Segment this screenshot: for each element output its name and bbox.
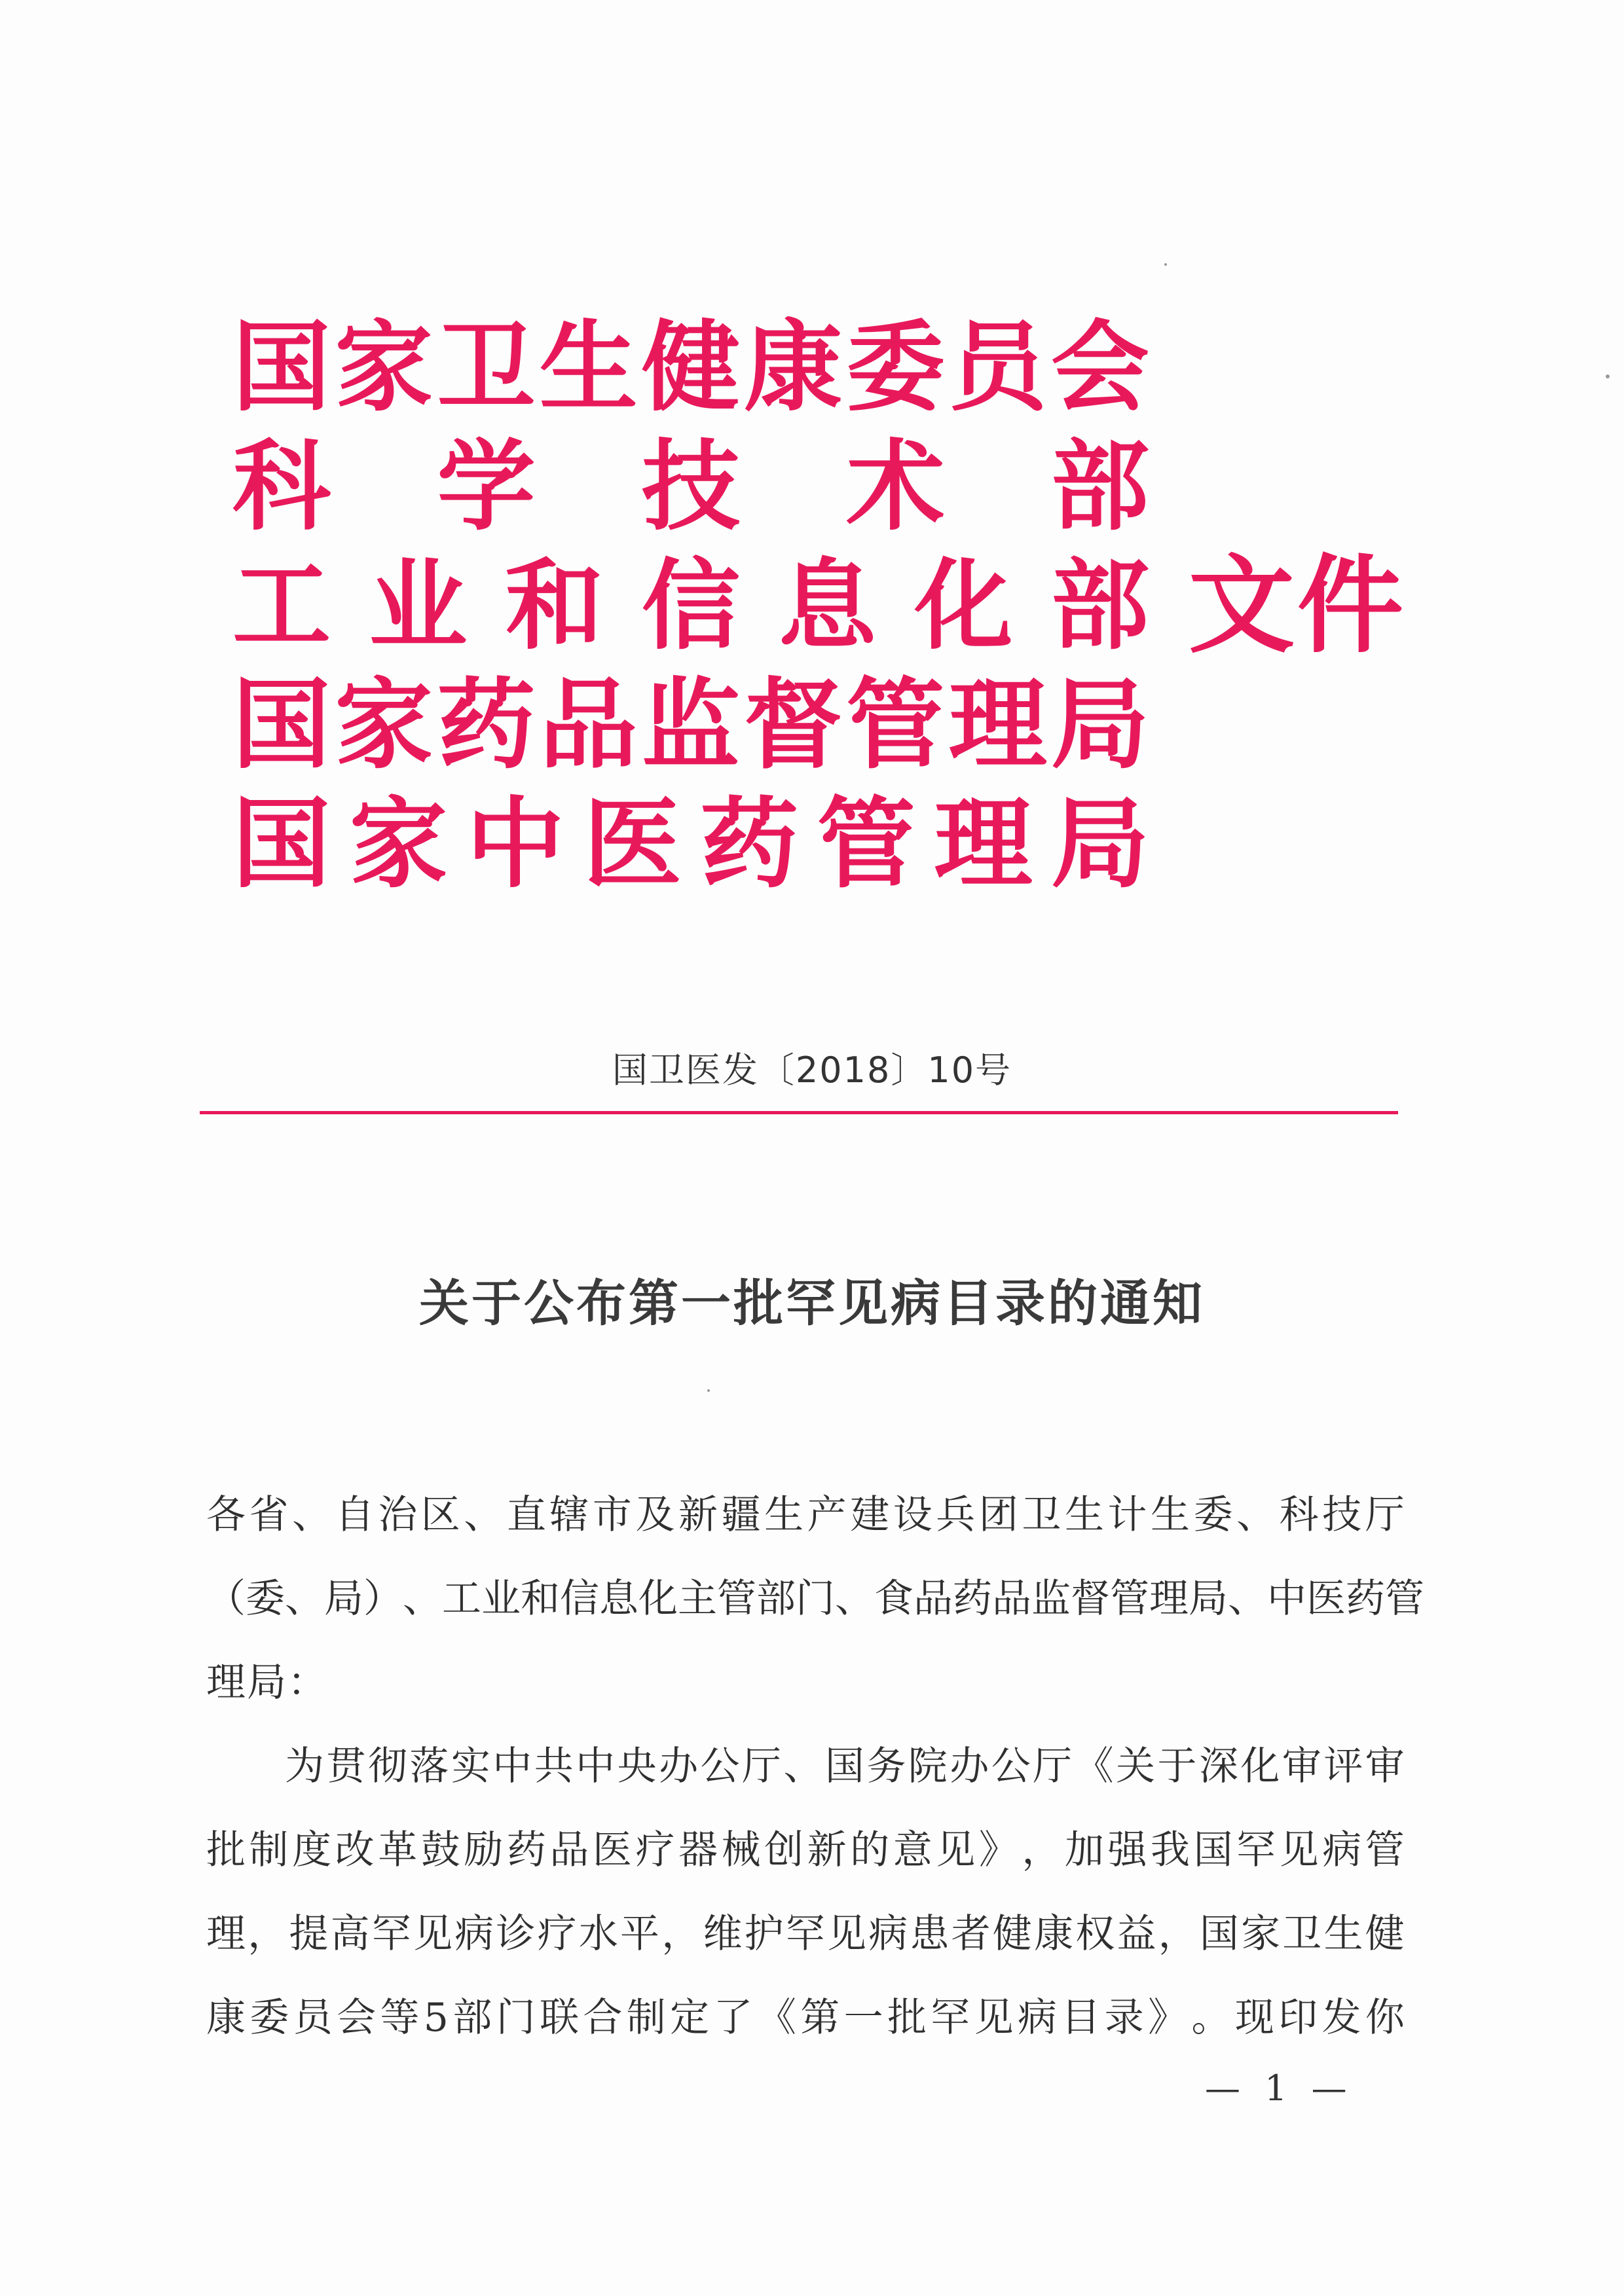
masthead-row-5: [232, 784, 1477, 903]
glyph: 罕: [931, 1995, 970, 2041]
glyph: 权: [1075, 1911, 1115, 1957]
glyph: 我: [1151, 1827, 1190, 1873]
glyph: 会: [1050, 310, 1149, 425]
glyph: 水: [578, 1911, 618, 1957]
glyph: 务: [866, 1743, 906, 1789]
glyph: 国: [232, 786, 331, 902]
glyph: 《: [756, 1995, 796, 2041]
glyph: 诊: [496, 1911, 536, 1957]
glyph: 委: [246, 1576, 285, 1622]
glyph: ，: [248, 1911, 287, 1957]
glyph: 技: [1322, 1492, 1362, 1538]
glyph: 鼓: [420, 1827, 460, 1873]
glyph: 学: [437, 429, 536, 544]
glyph: 罕: [371, 1911, 411, 1957]
glyph: 健: [641, 310, 740, 425]
masthead-row-2: [232, 427, 1477, 546]
glyph: 了: [713, 1995, 753, 2041]
glyph: 落: [409, 1743, 449, 1789]
document-body: [206, 1473, 1424, 2060]
glyph: 业: [369, 548, 468, 663]
glyph: 卫: [1022, 1492, 1061, 1538]
glyph: 央: [617, 1743, 657, 1789]
glyph: 国: [232, 667, 331, 782]
glyph: 器: [678, 1827, 718, 1873]
glyph: 部: [452, 1995, 492, 2041]
glyph: 护: [744, 1911, 784, 1957]
glyph: 为: [285, 1743, 324, 1789]
glyph: 厅: [741, 1743, 781, 1789]
glyph: 计: [1107, 1492, 1147, 1538]
glyph: 工: [442, 1576, 481, 1622]
glyph: 生: [1323, 1911, 1363, 1957]
glyph: 医: [592, 1827, 632, 1873]
glyph: 意: [893, 1827, 932, 1873]
glyph: 和: [505, 548, 604, 663]
glyph: 定: [670, 1995, 710, 2041]
glyph: 、: [464, 1492, 504, 1538]
glyph: 厅: [1365, 1492, 1405, 1538]
glyph: 生: [1064, 1492, 1104, 1538]
masthead-row-4: [232, 665, 1477, 784]
glyph: 团: [978, 1492, 1018, 1538]
glyph: 理: [206, 1911, 246, 1957]
glyph: 者: [951, 1911, 991, 1957]
glyph: 部: [1050, 548, 1149, 663]
glyph: 励: [464, 1827, 504, 1873]
glyph: 建: [850, 1492, 890, 1538]
glyph: 病: [1018, 1995, 1058, 2041]
glyph: 委: [1193, 1492, 1233, 1538]
glyph: 罕: [1236, 1827, 1276, 1873]
glyph: 国: [1199, 1911, 1239, 1957]
glyph: 中: [1267, 1576, 1306, 1622]
glyph: 办: [950, 1743, 989, 1789]
glyph: 生: [1151, 1492, 1190, 1538]
glyph: 改: [335, 1827, 375, 1873]
glyph: 局: [324, 1576, 363, 1622]
glyph: 及: [635, 1492, 675, 1538]
glyph: 部: [1050, 429, 1149, 544]
glyph: 》: [978, 1827, 1018, 1873]
glyph: 、: [835, 1576, 874, 1622]
body-line: [206, 1976, 1405, 2060]
body-line: [206, 1557, 1424, 1641]
glyph: 生: [764, 1492, 804, 1538]
glyph: ，: [661, 1911, 701, 1957]
glyph: 关: [1116, 1743, 1156, 1789]
glyph: 见: [936, 1827, 976, 1873]
glyph: 疗: [635, 1827, 675, 1873]
glyph: 医: [1306, 1576, 1346, 1622]
glyph: 管: [1110, 1576, 1149, 1622]
glyph: 区: [420, 1492, 460, 1538]
scan-speck: [707, 1389, 710, 1392]
glyph: 门: [496, 1995, 536, 2041]
glyph: 办: [659, 1743, 699, 1789]
glyph: 化: [638, 1576, 678, 1622]
glyph: 理: [934, 786, 1033, 902]
glyph: 和: [521, 1576, 560, 1622]
glyph: 一: [843, 1995, 883, 2041]
glyph: 录: [1104, 1995, 1144, 2041]
glyph: 械: [721, 1827, 761, 1873]
glyph: 自: [335, 1492, 375, 1538]
glyph: 员: [948, 310, 1047, 425]
glyph: 、: [285, 1576, 324, 1622]
agency-name: [232, 546, 1149, 665]
glyph: 管: [717, 1576, 756, 1622]
glyph: 公: [991, 1743, 1031, 1789]
glyph: 各: [206, 1492, 246, 1538]
glyph: 术: [846, 429, 945, 544]
glyph: 强: [1107, 1827, 1147, 1873]
glyph: 直: [506, 1492, 546, 1538]
glyph: 息: [599, 1576, 638, 1622]
glyph: 主: [678, 1576, 717, 1622]
glyph: 第: [800, 1995, 840, 2041]
glyph: 提: [289, 1911, 329, 1957]
glyph: 的: [850, 1827, 890, 1873]
glyph: 健: [1365, 1911, 1405, 1957]
glyph: 新: [678, 1492, 718, 1538]
glyph: 管: [1365, 1827, 1405, 1873]
glyph: 监: [641, 667, 740, 782]
glyph: 产: [807, 1492, 847, 1538]
glyph: 品: [549, 1827, 589, 1873]
glyph: 食: [874, 1576, 913, 1622]
glyph: 康: [1034, 1911, 1074, 1957]
glyph: 病: [868, 1911, 908, 1957]
glyph: 罕: [785, 1911, 825, 1957]
glyph: 中: [466, 786, 565, 902]
glyph: 科: [1279, 1492, 1319, 1538]
agency-name: [232, 427, 1149, 546]
glyph: 印: [1278, 1995, 1318, 2041]
glyph: 创: [764, 1827, 804, 1873]
glyph: 审: [1365, 1743, 1405, 1789]
glyph: 、: [1236, 1492, 1276, 1538]
agency-name: [232, 665, 1149, 784]
document-title: 关于公布第一批罕见病目录的通知: [419, 1274, 1205, 1332]
body-line: [206, 1892, 1405, 1976]
glyph: 新: [807, 1827, 847, 1873]
glyph: 深: [1198, 1743, 1238, 1789]
glyph: 益: [1116, 1911, 1156, 1957]
glyph: 监: [1031, 1576, 1071, 1622]
glyph: 见: [827, 1911, 867, 1957]
glyph: 家: [335, 667, 434, 782]
glyph: 家: [1241, 1911, 1281, 1957]
glyph: 药: [1346, 1576, 1385, 1622]
glyph: 公: [700, 1743, 740, 1789]
glyph: 疗: [537, 1911, 577, 1957]
glyph: 病: [1322, 1827, 1362, 1873]
glyph: 业: [481, 1576, 521, 1622]
glyph: 家: [349, 786, 448, 902]
glyph: 见: [413, 1911, 453, 1957]
glyph: 药: [700, 786, 799, 902]
agency-name: [232, 308, 1149, 427]
glyph: 目: [1061, 1995, 1101, 2041]
glyph: 病: [454, 1911, 494, 1957]
glyph: 国: [232, 310, 331, 425]
glyph: 医: [583, 786, 682, 902]
glyph: 患: [910, 1911, 950, 1957]
glyph: 督: [744, 667, 843, 782]
glyph: 息: [778, 548, 877, 663]
glyph: 见: [974, 1995, 1014, 2041]
glyph: 技: [641, 429, 740, 544]
glyph: 评: [1323, 1743, 1363, 1789]
body-line: 理局：: [206, 1660, 328, 1705]
glyph: 度: [292, 1827, 332, 1873]
glyph: 合: [583, 1995, 623, 2041]
glyph: 品: [539, 667, 638, 782]
masthead-row-3: [232, 543, 1477, 668]
glyph: 厅: [1033, 1743, 1073, 1789]
glyph: 生: [539, 310, 638, 425]
glyph: 科: [232, 429, 331, 544]
page-number: — 1 —: [1205, 2068, 1354, 2109]
glyph: 兵: [936, 1492, 976, 1538]
glyph: 加: [1064, 1827, 1104, 1873]
glyph: 管: [817, 786, 915, 902]
glyph: 治: [378, 1492, 418, 1538]
glyph: 联: [540, 1995, 580, 2041]
glyph: 家: [335, 310, 434, 425]
glyph: 部: [756, 1576, 796, 1622]
document-number: 国卫医发〔2018〕10号: [612, 1049, 1012, 1091]
body-line: [206, 1808, 1405, 1892]
red-divider: [200, 1111, 1398, 1114]
glyph: 、: [292, 1492, 332, 1538]
glyph: 制: [249, 1827, 289, 1873]
glyph: 于: [1157, 1743, 1197, 1789]
glyph: 高: [330, 1911, 370, 1957]
glyph: 药: [506, 1827, 546, 1873]
glyph: 品: [913, 1576, 953, 1622]
glyph: 药: [437, 667, 536, 782]
glyph: 国: [1193, 1827, 1233, 1873]
glyph: 药: [953, 1576, 992, 1622]
glyph: 院: [908, 1743, 948, 1789]
glyph: 、: [403, 1576, 442, 1622]
glyph: 信: [560, 1576, 599, 1622]
glyph: 共: [534, 1743, 574, 1789]
glyph: 中: [576, 1743, 616, 1789]
glyph: ）: [363, 1576, 403, 1622]
glyph: 委: [249, 1995, 289, 2041]
glyph: 、: [1228, 1576, 1267, 1622]
masthead-suffix: 文件: [1189, 543, 1406, 668]
glyph: 信: [641, 548, 740, 663]
masthead: [232, 308, 1477, 903]
glyph: 员: [293, 1995, 333, 2041]
glyph: 维: [703, 1911, 743, 1957]
masthead-row-1: [232, 308, 1477, 427]
glyph: 理: [948, 667, 1047, 782]
glyph: 国: [824, 1743, 864, 1789]
glyph: 管: [846, 667, 945, 782]
glyph: 工: [232, 548, 331, 663]
glyph: 疆: [721, 1492, 761, 1538]
glyph: 你: [1365, 1995, 1405, 2041]
glyph: 康: [206, 1995, 246, 2041]
glyph: 批: [887, 1995, 927, 2041]
glyph: 品: [992, 1576, 1031, 1622]
glyph: 等: [380, 1995, 420, 2041]
glyph: 化: [914, 548, 1013, 663]
glyph: 门: [796, 1576, 835, 1622]
glyph: 化: [1240, 1743, 1280, 1789]
glyph: 中: [492, 1743, 532, 1789]
glyph: ，: [1158, 1911, 1198, 1957]
glyph: 管: [1385, 1576, 1424, 1622]
glyph: 卫: [1282, 1911, 1322, 1957]
glyph: 理: [1149, 1576, 1189, 1622]
glyph: 会: [337, 1995, 377, 2041]
glyph: 省: [249, 1492, 289, 1538]
glyph: 彻: [367, 1743, 407, 1789]
agency-name: [232, 784, 1149, 903]
glyph: 批: [206, 1827, 246, 1873]
glyph: 贯: [326, 1743, 366, 1789]
glyph: 审: [1282, 1743, 1321, 1789]
scan-speck: [1606, 374, 1610, 378]
glyph: 实: [451, 1743, 490, 1789]
glyph: 督: [1071, 1576, 1110, 1622]
glyph: 发: [1321, 1995, 1361, 2041]
glyph: 》: [1148, 1995, 1188, 2041]
glyph: 健: [992, 1911, 1032, 1957]
glyph: ，: [1022, 1827, 1061, 1873]
body-line: [206, 1473, 1405, 1557]
glyph: 《: [1074, 1743, 1114, 1789]
glyph: 局: [1050, 786, 1149, 902]
glyph: 现: [1234, 1995, 1274, 2041]
glyph: 局: [1189, 1576, 1228, 1622]
scan-speck: [1164, 263, 1167, 266]
glyph: 制: [626, 1995, 666, 2041]
glyph: 5: [423, 1995, 449, 2041]
glyph: 。: [1191, 1995, 1231, 2041]
glyph: （: [206, 1576, 246, 1622]
glyph: 革: [378, 1827, 418, 1873]
glyph: 设: [893, 1492, 932, 1538]
glyph: 、: [783, 1743, 823, 1789]
glyph: 辖: [549, 1492, 589, 1538]
glyph: 平: [620, 1911, 660, 1957]
glyph: 局: [1050, 667, 1149, 782]
glyph: 见: [1279, 1827, 1319, 1873]
glyph: 委: [846, 310, 945, 425]
glyph: 康: [744, 310, 843, 425]
glyph: 市: [592, 1492, 632, 1538]
glyph: 卫: [437, 310, 536, 425]
body-line: [206, 1724, 1405, 1808]
